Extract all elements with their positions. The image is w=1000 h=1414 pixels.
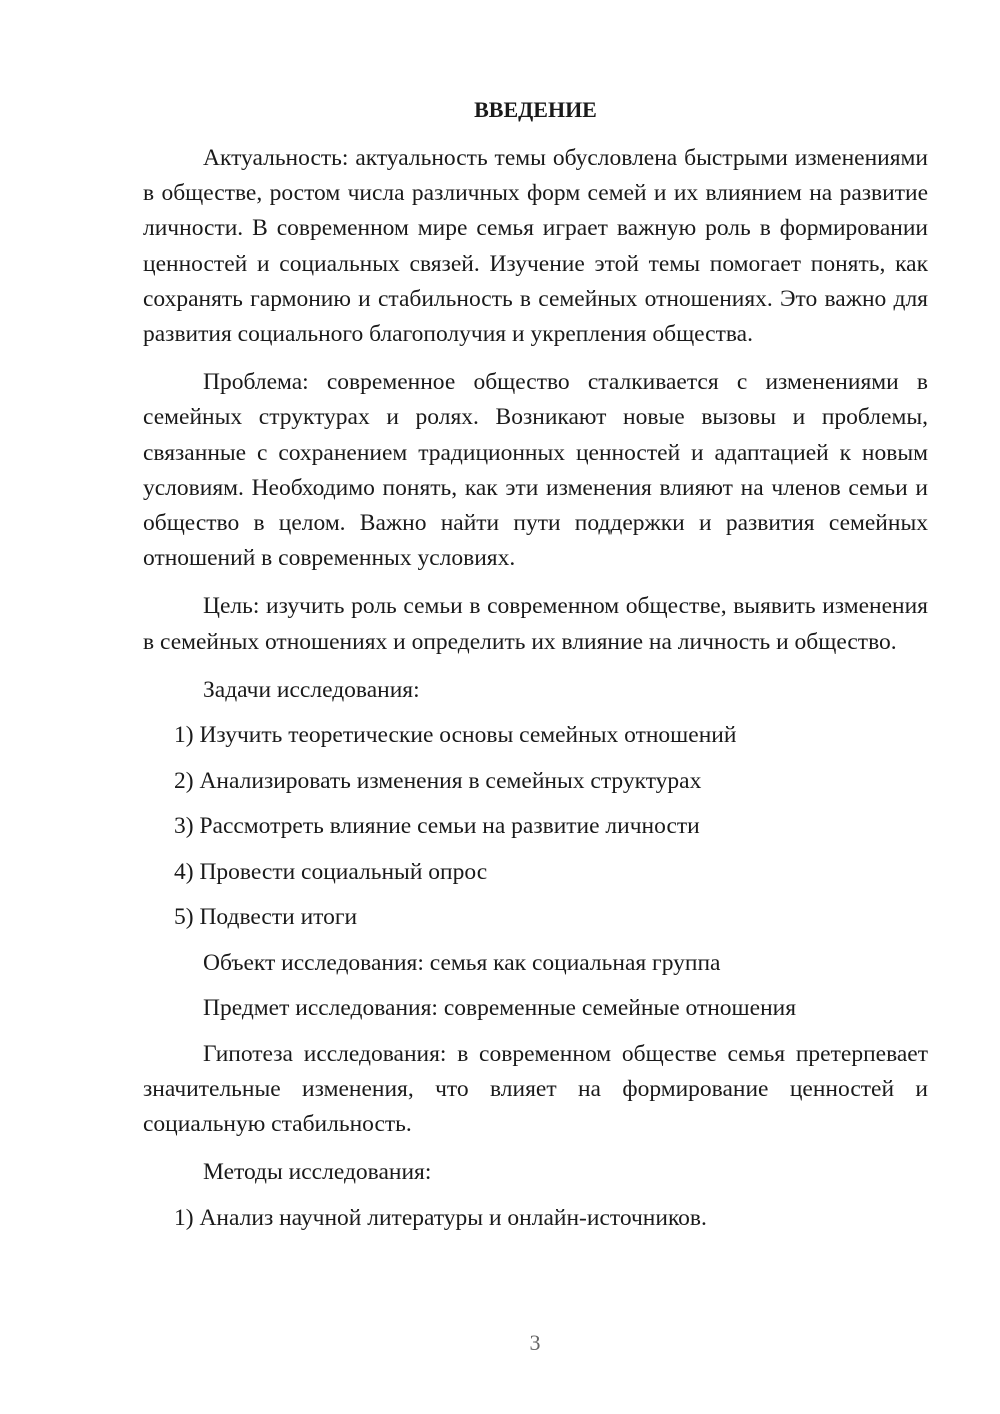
- page-number: 3: [529, 1330, 541, 1355]
- list-item: 5) Подвести итоги: [174, 904, 358, 931]
- tasks-list: [143, 718, 928, 935]
- problem-paragraph: Проблема: современное общество сталкивается с изменениями в семейных структурах и ролях. Возникают новые вызовы и проблемы, связанные с сохранением традиционных ценностей и адаптацией к новым условиям. Необходимо понять, как эти изменения влияют на членов семьи и общество в целом. Важно найти пути поддержки и развития семейных отношений в современных условиях.: [143, 369, 928, 572]
- list-item: 3) Рассмотреть влияние семьи на развитие личности: [174, 813, 700, 840]
- list-item: 4) Провести социальный опрос: [174, 858, 488, 885]
- tasks-heading: Задачи исследования:: [203, 676, 420, 703]
- methods-heading: Методы исследования:: [203, 1159, 432, 1186]
- relevance-paragraph: Актуальность: актуальность темы обусловлена быстрыми изменениями в обществе, ростом числа различных форм семей и их влиянием на развитие личности. В современном мире семья играет важную роль в формировании ценностей и социальных связей. Изучение этой темы помогает понять, как сохранять гармонию и стабильность в семейных отношениях. Это важно для развития социального благополучия и укрепления общества.: [143, 145, 928, 348]
- list-item: 2) Анализировать изменения в семейных структурах: [174, 767, 702, 794]
- goal-paragraph: Цель: изучить роль семьи в современном обществе, выявить изменения в семейных отношениях и определить их влияние на личность и общество.: [143, 593, 928, 655]
- methods-list: [143, 1201, 928, 1236]
- subject-line: Предмет исследования: современные семейные отношения: [203, 995, 797, 1022]
- hypothesis-paragraph: Гипотеза исследования: в современном обществе семья претерпевает значительные изменения, что влияет на формирование ценностей и социальную стабильность.: [143, 1040, 928, 1138]
- list-item: 1) Изучить теоретические основы семейных отношений: [174, 722, 737, 749]
- document-page: [143, 93, 928, 1246]
- object-line: Объект исследования: семья как социальная группа: [203, 949, 721, 976]
- list-item: 1) Анализ научной литературы и онлайн-источников.: [174, 1204, 707, 1231]
- section-title: ВВЕДЕНИЕ: [474, 97, 597, 122]
